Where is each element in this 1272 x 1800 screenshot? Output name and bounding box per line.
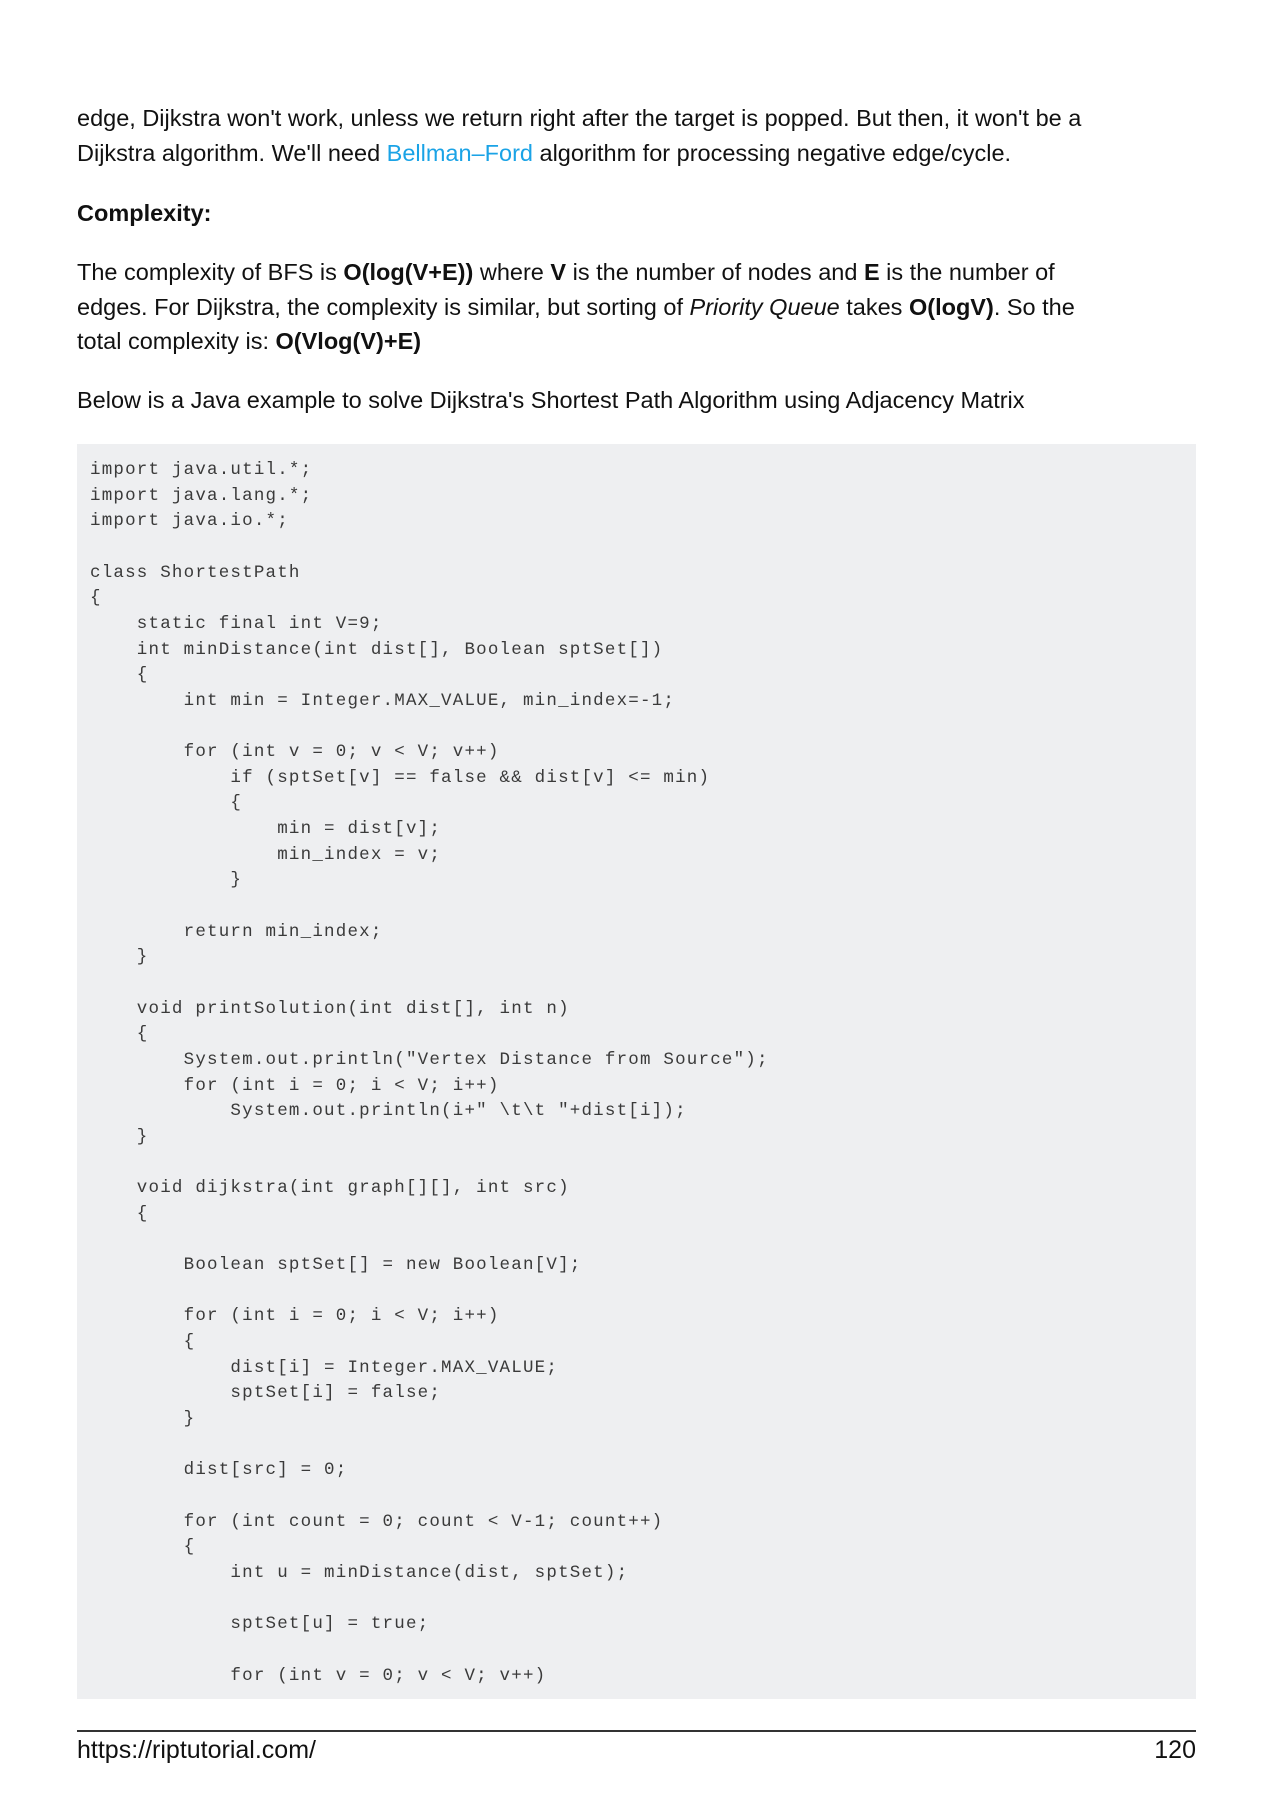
code-line: for (int v = 0; v < V; v++) [90,742,500,763]
code-line: min = dist[v]; [90,819,442,840]
paragraph-text: where [473,259,551,285]
code-line: { [90,793,243,814]
code-line: import java.util.*; [90,460,313,480]
code-line: { [90,588,102,609]
code-line: static final int V=9; [90,613,383,634]
bellman-ford-link[interactable]: Bellman–Ford [386,139,533,166]
paragraph-complexity [77,255,1196,359]
bfs-complexity: O(log(V+E)) [343,259,474,285]
code-block[interactable] [77,444,1196,1699]
code-line: System.out.println(i+" \t\t "+dist[i]); [90,1101,687,1122]
footer-divider [77,1730,1196,1732]
code-line: import java.io.*; [90,511,289,532]
paragraph-text: Dijkstra algorithm. We'll need [77,139,387,166]
paragraph-negative-edge [77,101,1196,170]
code-line: int u = minDistance(dist, sptSet); [90,1562,629,1583]
page-number: 120 [1154,1736,1196,1764]
paragraph-text: total complexity is: [77,328,276,354]
code-line: Boolean sptSet[] = new Boolean[V]; [90,1255,582,1276]
section-heading-complexity: Complexity: [77,200,212,226]
code-line: for (int i = 0; i < V; i++) [90,1075,500,1096]
code-line: for (int i = 0; i < V; i++) [90,1306,500,1327]
footer-url: https://riptutorial.com/ [77,1736,316,1764]
var-e: E [863,259,880,285]
code-line: sptSet[u] = true; [90,1614,430,1635]
code-line: } [90,870,243,891]
code-line: } [90,947,149,968]
code-line: { [90,1537,196,1558]
paragraph-text: . So the [993,293,1075,320]
code-line: for (int v = 0; v < V; v++) [90,1665,547,1686]
code-line: { [90,665,149,686]
code-line: dist[src] = 0; [90,1460,348,1481]
paragraph-line: edge, Dijkstra won't work, unless we return right after the target is popped. But then, it won't be a [77,105,1082,131]
code-line: dist[i] = Integer.MAX_VALUE; [90,1357,559,1378]
code-line: { [90,1203,149,1224]
code-line: void printSolution(int dist[], int n) [90,998,570,1019]
total-complexity: O(Vlog(V)+E) [275,328,422,354]
code-line: } [90,1409,196,1430]
code-line: if (sptSet[v] == false && dist[v] <= min) [90,767,711,788]
paragraph-intro: Below is a Java example to solve Dijkstra's Shortest Path Algorithm using Adjacency Matrix [77,387,1025,413]
code-line: { [90,1024,149,1045]
code-line: void dijkstra(int graph[][], int src) [90,1178,570,1199]
sort-complexity: O(logV) [908,293,994,320]
paragraph-text: takes [839,293,909,320]
code-line: int minDistance(int dist[], Boolean sptSet[]) [90,639,664,660]
code-line: int min = Integer.MAX_VALUE, min_index=-1; [90,690,676,711]
code-line: System.out.println("Vertex Distance from Source"); [90,1049,769,1070]
code-line: return min_index; [90,921,383,942]
paragraph-text: is the number of nodes and [566,259,864,285]
code-line: min_index = v; [90,844,442,865]
paragraph-text: is the number of [879,259,1055,285]
paragraph-text: The complexity of BFS is [77,259,344,285]
paragraph-text: edges. For Dijkstra, the complexity is similar, but sorting of [77,293,690,320]
paragraph-text: algorithm for processing negative edge/cycle. [532,139,1012,166]
code-line: class ShortestPath [90,562,301,583]
code-line: { [90,1332,196,1353]
code-line: } [90,1126,149,1147]
code-line: for (int count = 0; count < V-1; count++) [90,1511,664,1532]
code-line: sptSet[i] = false; [90,1383,442,1404]
var-v: V [550,259,567,285]
priority-queue-term: Priority Queue [689,293,840,320]
code-line: import java.lang.*; [90,485,313,506]
